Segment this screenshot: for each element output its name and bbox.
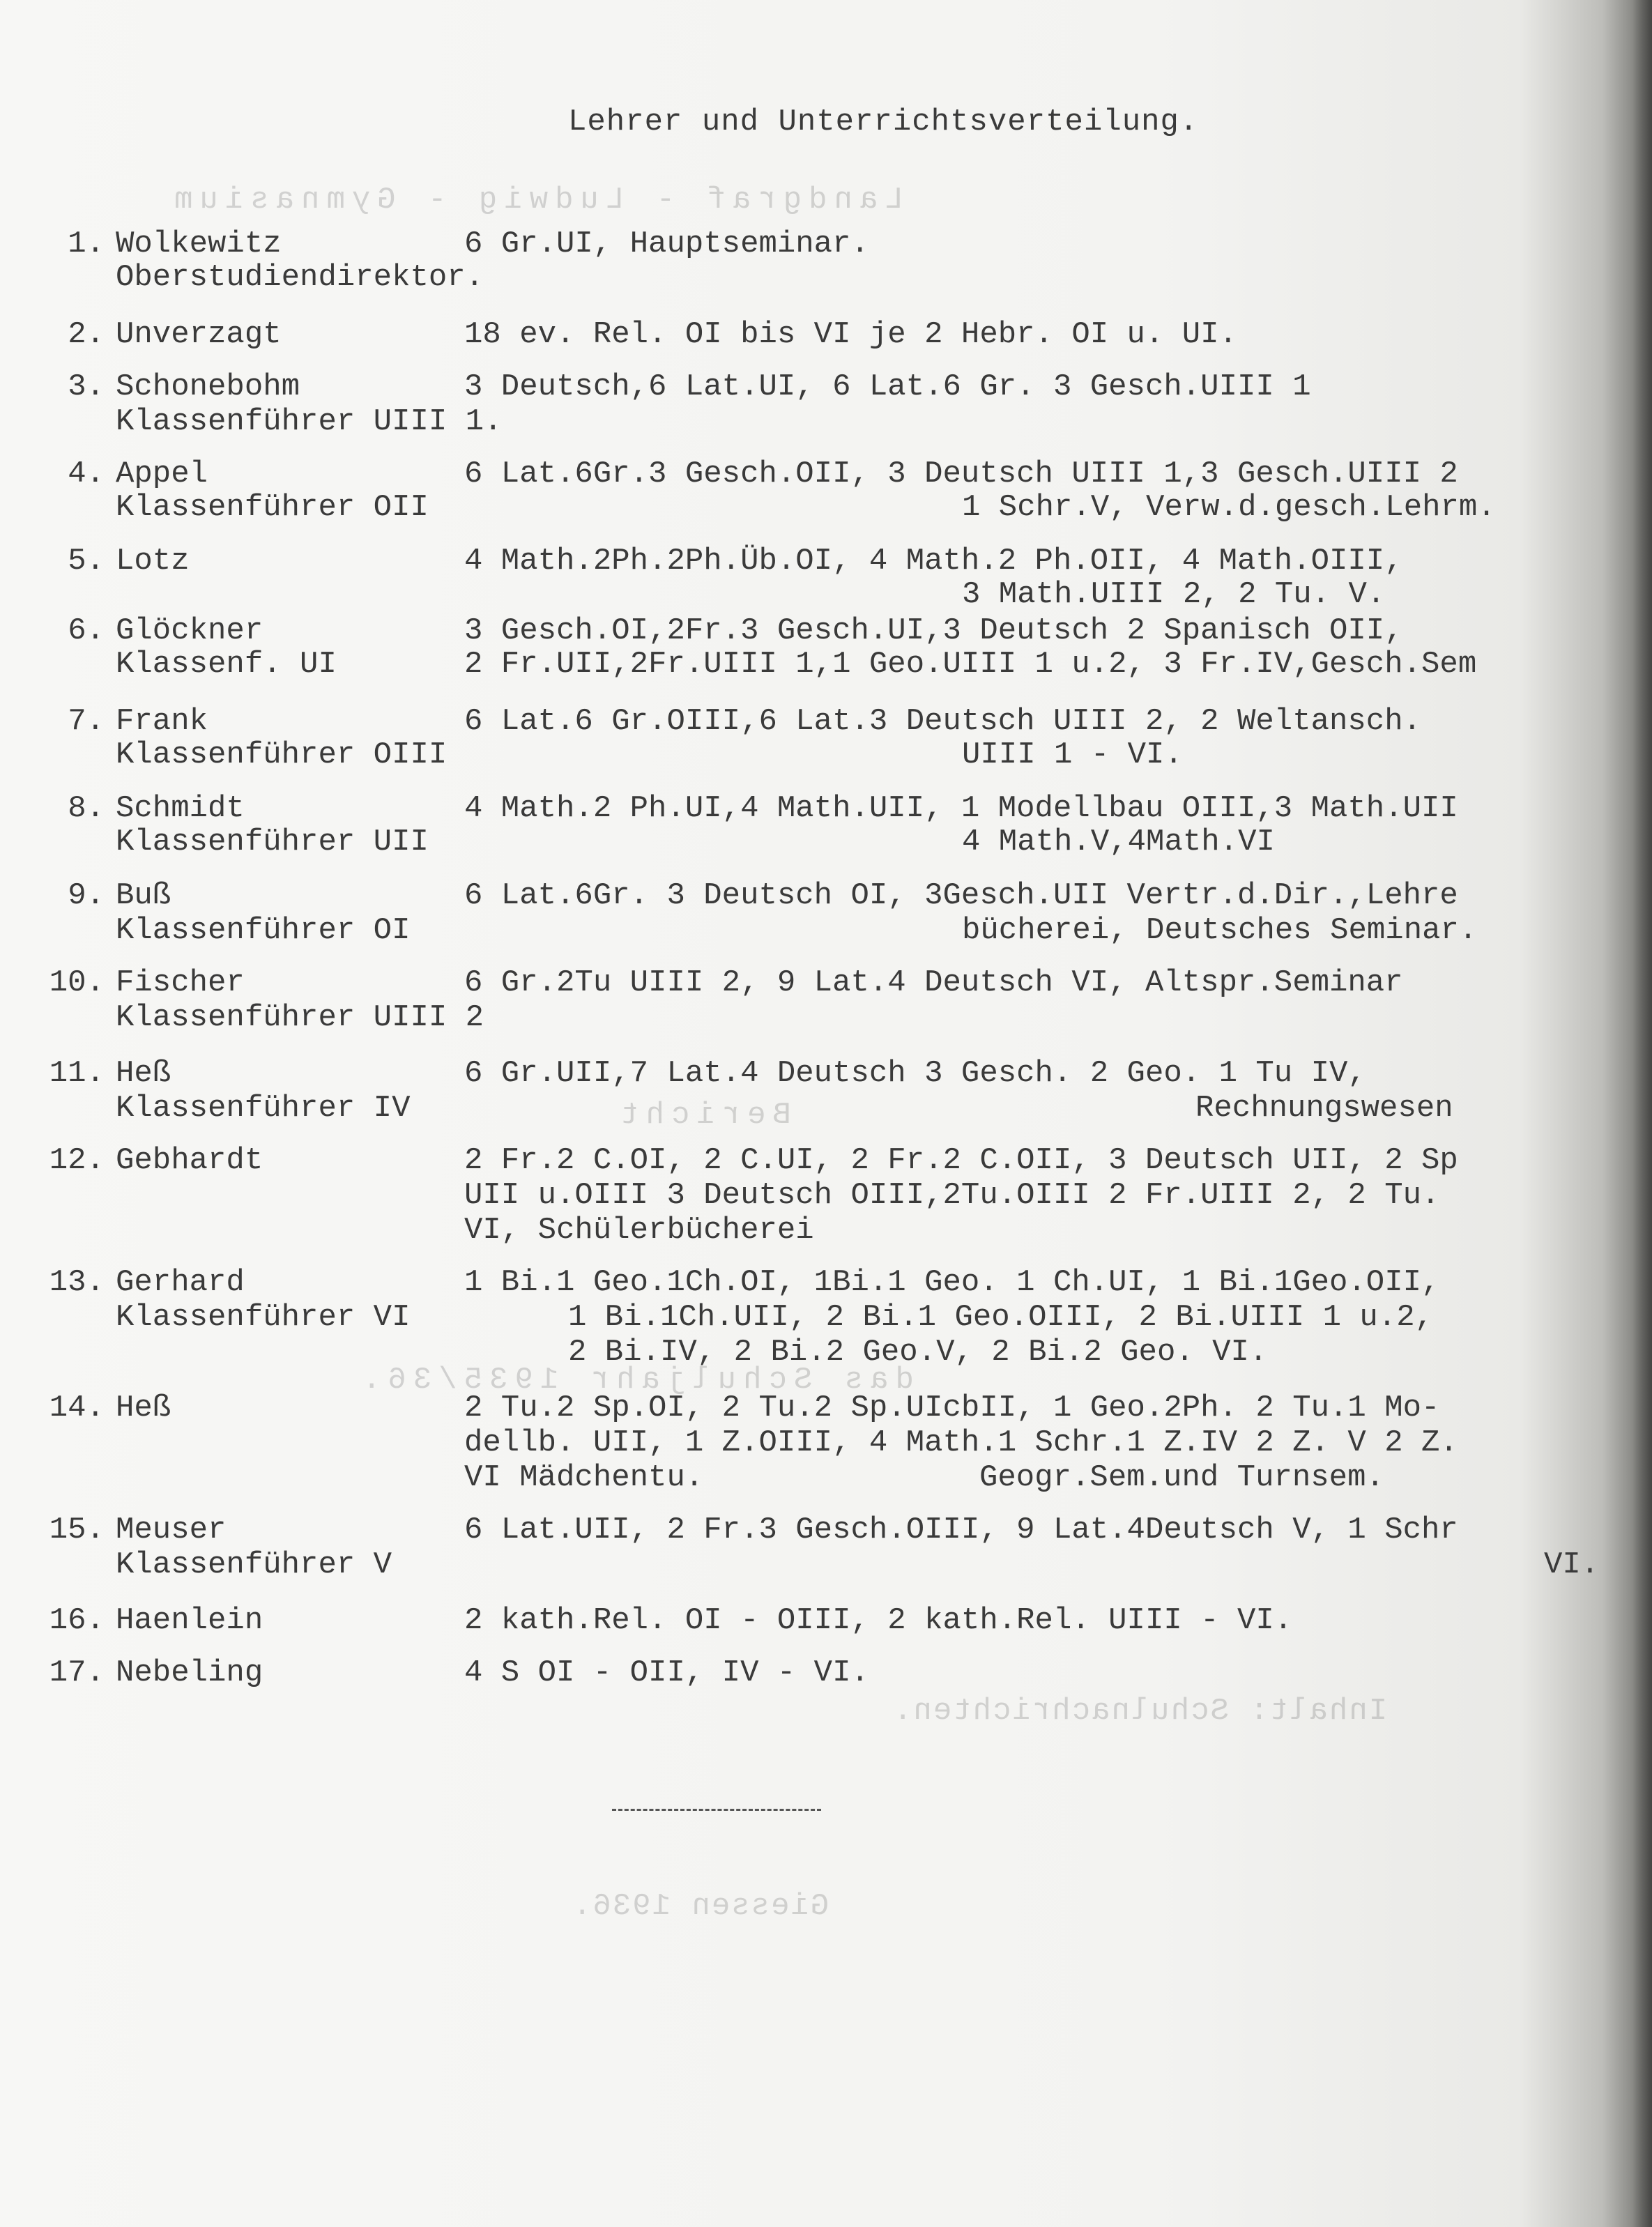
entry-number: 15. xyxy=(49,1513,105,1547)
teacher-subjects: 6 Lat.6 Gr.OIII,6 Lat.3 Deutsch UIII 2, 2 Weltansch. xyxy=(464,704,1422,739)
entry-number: 2. xyxy=(68,317,105,352)
teacher-subjects: 3 Deutsch,6 Lat.UI, 6 Lat.6 Gr. 3 Gesch.UIII 1 xyxy=(464,369,1311,404)
teacher-subjects-continued: 3 Math.UIII 2, 2 Tu. V. xyxy=(962,577,1386,612)
teacher-subjects-line-2: 2 Fr.UII,2Fr.UIII 1,1 Geo.UIII 1 u.2, 3 Fr.IV,Gesch.Sem xyxy=(464,647,1477,682)
teacher-name: Meuser xyxy=(116,1513,227,1547)
entry-number: 13. xyxy=(49,1265,105,1300)
bleed-through-line-4: Inhalt: Schulnachrichten. xyxy=(892,1694,1388,1729)
teacher-role: Klassenführer UIII 1. xyxy=(116,404,503,439)
teacher-subjects-continued: 1 Schr.V, Verw.d.gesch.Lehrm. xyxy=(962,490,1496,525)
teacher-subjects-continued: Rechnungswesen xyxy=(1195,1091,1453,1126)
teacher-role: Klassenführer UII xyxy=(116,825,429,859)
teacher-subjects: 6 Gr.2Tu UIII 2, 9 Lat.4 Deutsch VI, Altspr.Seminar xyxy=(464,965,1403,1000)
teacher-subjects: 6 Lat.6Gr.3 Gesch.OII, 3 Deutsch UIII 1,3 Gesch.UIII 2 xyxy=(464,457,1458,491)
teacher-name: Heß xyxy=(116,1056,171,1091)
entry-number: 12. xyxy=(49,1143,105,1178)
entry-number: 9. xyxy=(68,878,105,913)
teacher-subjects-line-2: 1 Bi.1Ch.UII, 2 Bi.1 Geo.OIII, 2 Bi.UIII 1 u.2, xyxy=(568,1300,1434,1335)
teacher-subjects: 6 Gr.UI, Hauptseminar. xyxy=(464,227,869,261)
teacher-name: Haenlein xyxy=(116,1603,263,1638)
teacher-role: Oberstudiendirektor. xyxy=(116,260,484,295)
teacher-subjects-line-2: UII u.OIII 3 Deutsch OIII,2Tu.OIII 2 Fr.UIII 2, 2 Tu. xyxy=(464,1178,1440,1213)
teacher-name: Gebhardt xyxy=(116,1143,263,1178)
teacher-subjects: 6 Lat.UII, 2 Fr.3 Gesch.OIII, 9 Lat.4Deutsch V, 1 Schr xyxy=(464,1513,1458,1547)
section-divider xyxy=(612,1809,821,1812)
teacher-subjects: 3 Gesch.OI,2Fr.3 Gesch.UI,3 Deutsch 2 Spanisch OII, xyxy=(464,613,1403,648)
teacher-role: Klassenführer OI xyxy=(116,913,411,948)
entry-number: 11. xyxy=(49,1056,105,1091)
teacher-name: Nebeling xyxy=(116,1655,263,1690)
teacher-name: Schonebohm xyxy=(116,369,300,404)
teacher-name: Unverzagt xyxy=(116,317,282,352)
teacher-subjects: 1 Bi.1 Geo.1Ch.OI, 1Bi.1 Geo. 1 Ch.UI, 1 Bi.1Geo.OII, xyxy=(464,1265,1440,1300)
teacher-subjects: 4 S OI - OII, IV - VI. xyxy=(464,1655,869,1690)
teacher-role: Klassenführer UIII 2 xyxy=(116,1000,484,1035)
teacher-role: Klassenführer OIII xyxy=(116,737,448,772)
teacher-role: Klassenf. UI xyxy=(116,647,337,682)
teacher-subjects: 4 Math.2 Ph.UI,4 Math.UII, 1 Modellbau OIII,3 Math.UII xyxy=(464,791,1458,826)
entry-number: 8. xyxy=(68,791,105,826)
entry-number: 7. xyxy=(68,704,105,739)
teacher-subjects: 2 Tu.2 Sp.OI, 2 Tu.2 Sp.UIcbII, 1 Geo.2Ph. 2 Tu.1 Mo- xyxy=(464,1391,1440,1425)
page-title: Lehrer und Unterrichtsverteilung. xyxy=(568,105,1199,139)
teacher-subjects-line-3: VI Mädchentu. xyxy=(464,1460,704,1495)
entry-number: 17. xyxy=(49,1655,105,1690)
entry-number: 16. xyxy=(49,1603,105,1638)
teacher-name: Frank xyxy=(116,704,208,739)
bleed-through-line-1: Landgraf - Ludwig - Gymnasium xyxy=(167,183,903,217)
teacher-name: Buß xyxy=(116,878,171,913)
entry-number: 4. xyxy=(68,457,105,491)
teacher-subjects: 18 ev. Rel. OI bis VI je 2 Hebr. OI u. UI. xyxy=(464,317,1237,352)
teacher-name: Appel xyxy=(116,457,208,491)
bleed-through-line-3: das Schuljahr 1935/36. xyxy=(355,1363,914,1398)
teacher-subjects-continued: UIII 1 - VI. xyxy=(962,737,1183,772)
teacher-name: Lotz xyxy=(116,544,190,579)
teacher-subjects-continued: VI. xyxy=(1544,1547,1600,1582)
teacher-name: Glöckner xyxy=(116,613,263,648)
teacher-subjects-continued: 4 Math.V,4Math.VI xyxy=(962,825,1275,859)
teacher-name: Schmidt xyxy=(116,791,245,826)
teacher-subjects-line-3: VI, Schülerbücherei xyxy=(464,1213,814,1248)
teacher-subjects: 6 Lat.6Gr. 3 Deutsch OI, 3Gesch.UII Vertr.d.Dir.,Lehre xyxy=(464,878,1458,913)
teacher-name: Fischer xyxy=(116,965,245,1000)
teacher-subjects: 6 Gr.UII,7 Lat.4 Deutsch 3 Gesch. 2 Geo. 1 Tu IV, xyxy=(464,1056,1366,1091)
entry-number: 1. xyxy=(68,227,105,261)
entry-number: 14. xyxy=(49,1391,105,1425)
teacher-name: Heß xyxy=(116,1391,171,1425)
teacher-subjects-line-3: 2 Bi.IV, 2 Bi.2 Geo.V, 2 Bi.2 Geo. VI. xyxy=(568,1335,1268,1370)
teacher-subjects-continued: bücherei, Deutsches Seminar. xyxy=(962,913,1478,948)
bleed-through-line-5: Giessen 1936. xyxy=(572,1889,829,1924)
entry-number: 5. xyxy=(68,544,105,579)
teacher-subjects-line-2: dellb. UII, 1 Z.OIII, 4 Math.1 Schr.1 Z.IV 2 Z. V 2 Z. xyxy=(464,1425,1458,1460)
entry-number: 6. xyxy=(68,613,105,648)
teacher-name: Wolkewitz xyxy=(116,227,282,261)
teacher-subjects: 4 Math.2Ph.2Ph.Üb.OI, 4 Math.2 Ph.OII, 4 Math.OIII, xyxy=(464,544,1403,579)
entry-number: 3. xyxy=(68,369,105,404)
entry-number: 10. xyxy=(49,965,105,1000)
teacher-role: Klassenführer V xyxy=(116,1547,392,1582)
teacher-name: Gerhard xyxy=(116,1265,245,1300)
teacher-subjects: 2 kath.Rel. OI - OIII, 2 kath.Rel. UIII - VI. xyxy=(464,1603,1293,1638)
bleed-through-line-2: Bericht xyxy=(613,1098,791,1133)
teacher-role: Klassenführer VI xyxy=(116,1300,411,1335)
teacher-subjects-continued: Geogr.Sem.und Turnsem. xyxy=(979,1460,1384,1495)
teacher-role: Klassenführer IV xyxy=(116,1091,411,1126)
teacher-role: Klassenführer OII xyxy=(116,490,429,525)
page-edge-shadow xyxy=(1632,0,1652,2227)
teacher-subjects: 2 Fr.2 C.OI, 2 C.UI, 2 Fr.2 C.OII, 3 Deutsch UII, 2 Sp xyxy=(464,1143,1458,1178)
